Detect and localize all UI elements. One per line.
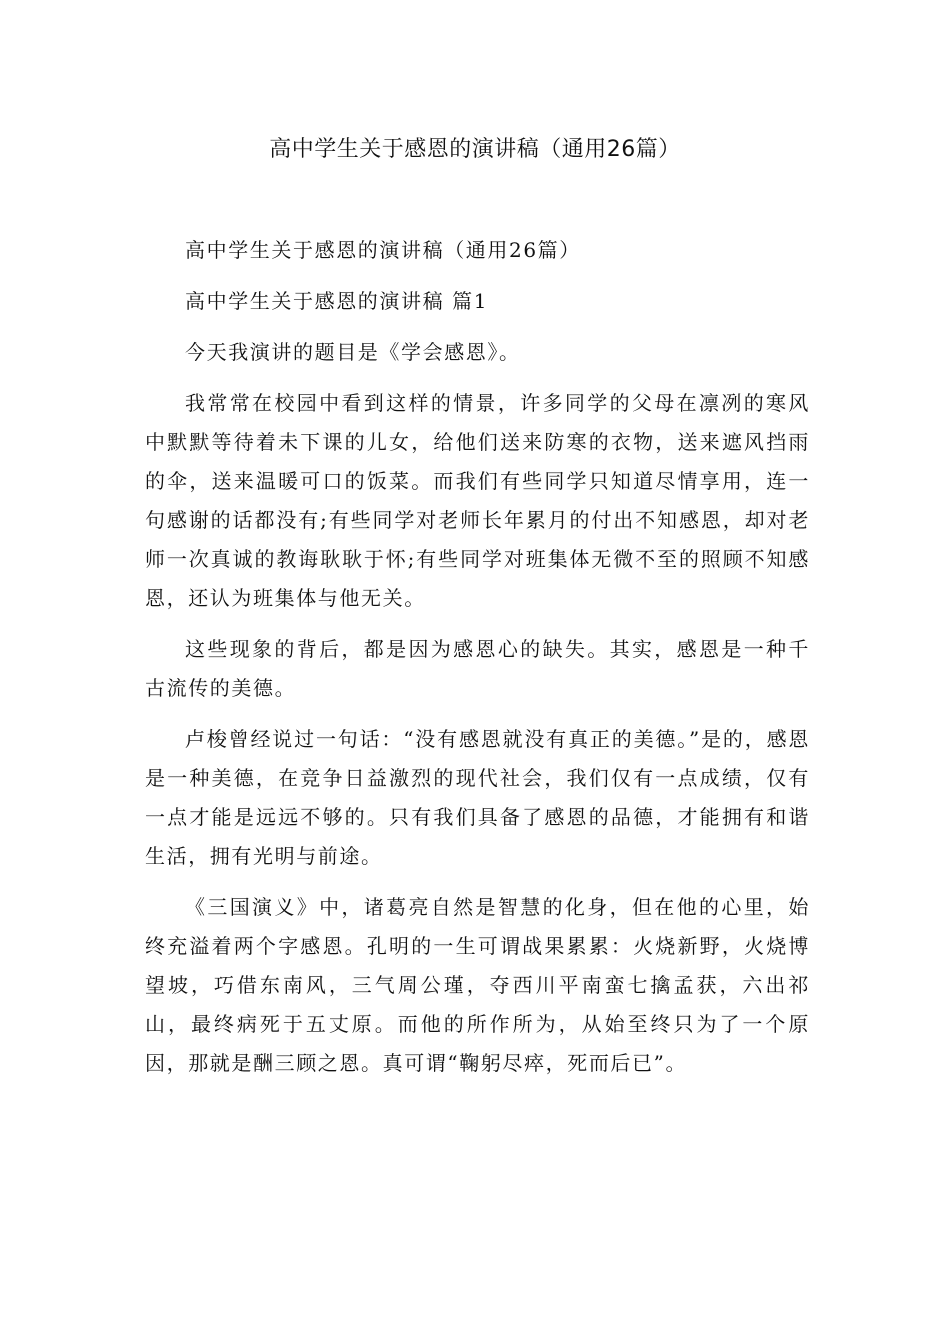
document-body xyxy=(145,231,810,1095)
paragraph: 高中学生关于感恩的演讲稿 篇1 xyxy=(185,289,489,313)
paragraph: 我常常在校园中看到这样的情景，许多同学的父母在凛冽的寒风中默默等待着未下课的儿女，给他们送来防寒的衣物，送来遮风挡雨的伞，送来温暖可口的饭菜。而我们有些同学只知道尽情享用，连一句感谢的话都没有;有些同学对老师长年累月的付出不知感恩，却对老师一次真诚的教诲耿耿于怀;有些同学对班集体无微不至的照顾不知感恩，还认为班集体与他无关。 xyxy=(145,391,810,610)
paragraph: 这些现象的背后，都是因为感恩心的缺失。其实，感恩是一种千古流传的美德。 xyxy=(145,637,810,700)
paragraph: 今天我演讲的题目是《学会感恩》。 xyxy=(185,340,521,364)
document-title: 高中学生关于感恩的演讲稿（通用26篇） xyxy=(269,137,681,162)
paragraph: 《三国演义》中，诸葛亮自然是智慧的化身，但在他的心里，始终充溢着两个字感恩。孔明的一生可谓战果累累：火烧新野，火烧博望坡，巧借东南风，三气周公瑾，夺西川平南蛮七擒孟获，六出祁山，最终病死于五丈原。而他的所作所为，从始至终只为了一个原因，那就是酬三顾之恩。真可谓“鞠躬尽瘁，死而后已”。 xyxy=(145,895,810,1075)
paragraph: 卢梭曾经说过一句话：“没有感恩就没有真正的美德。”是的，感恩是一种美德，在竞争日益激烈的现代社会，我们仅有一点成绩，仅有一点才能是远远不够的。只有我们具备了感恩的品德，才能拥有和谐生活，拥有光明与前途。 xyxy=(145,727,810,868)
paragraph: 高中学生关于感恩的演讲稿（通用26篇） xyxy=(185,238,581,262)
